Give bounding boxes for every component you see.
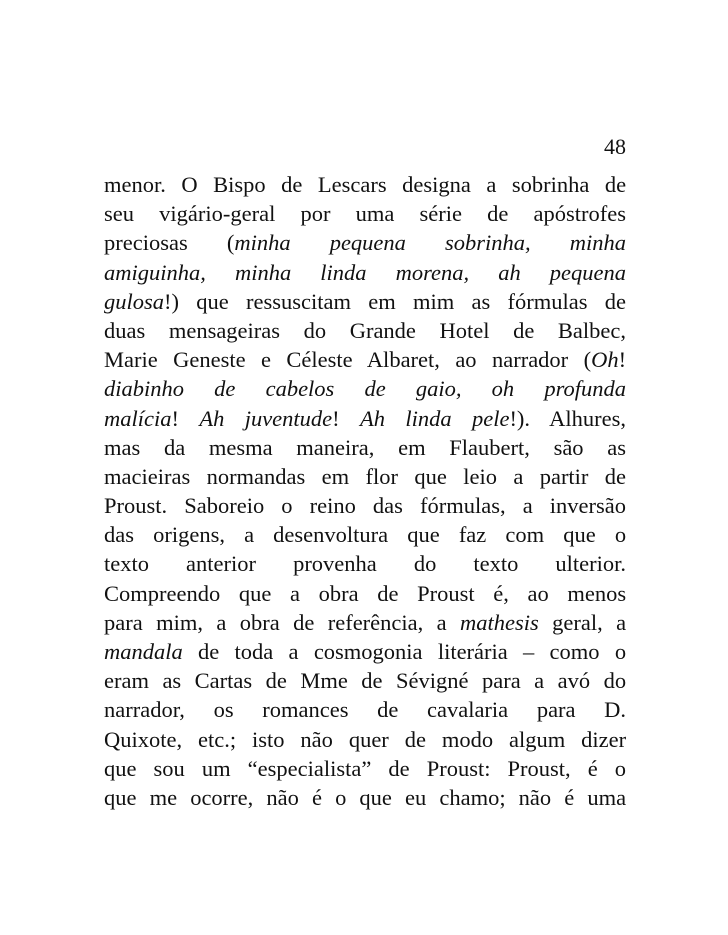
text-run: mas [104,434,141,460]
text-run: a [522,493,533,519]
text-run: de [377,580,399,606]
text-run: algum [508,726,566,752]
text-run: Sévigné [396,668,469,694]
italic-text-run: Ah [199,405,225,431]
text-run: obra [239,609,280,635]
text-run: Proust: [426,755,491,781]
italic-text-run: linda [320,259,367,285]
text-run: de [377,697,399,723]
text-run: do [413,551,437,577]
text-run: Compreendo [104,580,221,606]
text-run: eu [405,784,427,810]
text-run: sobrinha [511,172,590,197]
italic-text-run: amiguinha, [104,259,206,285]
page-number: 48 [604,134,626,159]
text-run: avó [557,668,591,694]
italic-text-run: mathesis [460,609,539,635]
text-run: não [266,784,299,810]
text-run: Quixote, [104,726,183,752]
text-run: para [481,668,521,694]
text-run: ( [226,230,235,256]
text-run: mim, [156,609,203,635]
italic-text-run: sobrinha, [445,230,531,256]
text-run: obra [318,580,359,606]
text-line [104,491,626,520]
text-run: é [564,784,575,810]
text-run: etc.; [198,726,237,752]
text-run: literária [437,639,508,664]
text-line [104,608,626,637]
italic-text-run: Oh [591,347,619,373]
text-run: a [486,172,497,197]
text-run: Proust. [104,493,168,519]
text-run: o [335,784,347,810]
text-run: como [549,639,600,664]
text-run: Geneste [173,347,246,373]
text-run: Saboreio [184,493,265,519]
text-run: Lescars [317,172,387,197]
text-run: de [604,288,626,314]
text-run: partir [539,463,589,489]
italic-text-run: pele [471,405,510,431]
text-run: O [181,172,198,197]
text-run: referência, [327,609,424,635]
text-line [104,404,626,433]
text-line [104,462,626,491]
text-run: de [293,609,315,635]
text-run: a [513,463,524,489]
text-line [104,316,626,345]
text-run: “especialista” [247,755,372,781]
text-run: fórmulas [507,288,588,314]
text-line [104,695,626,724]
italic-text-run: minha [569,230,627,256]
text-line [104,549,626,578]
text-run: série [419,201,462,227]
text-run: menos [567,580,627,606]
text-line [104,754,626,783]
text-run: D. [604,697,627,723]
text-run: Hotel [439,317,490,343]
text-run: que [407,522,440,548]
text-run: de [388,755,410,781]
text-run: ressuscitam [246,288,351,314]
text-run: as [607,434,626,460]
text-run: Bispo [213,172,266,197]
text-run: as [162,668,182,694]
italic-text-run: profunda [544,376,627,402]
text-run: do [603,668,627,694]
italic-text-run: morena, [395,259,470,285]
text-run: o [614,639,627,664]
text-run: de [513,317,535,343]
text-run: ! [618,347,627,373]
italic-text-run: gaio, [415,376,462,402]
text-run: texto [104,551,149,577]
text-run: toda [234,639,274,664]
text-run: de [198,639,220,664]
italic-text-run: minha [234,259,292,285]
text-line [104,666,626,695]
text-run: de [265,668,287,694]
text-run: !) [164,288,180,314]
text-run: o [614,522,627,548]
text-run: ! [171,405,179,431]
text-run: Albaret, [366,347,440,373]
text-run: de [404,726,426,752]
text-run: Flaubert, [449,434,530,460]
text-run: romances [262,697,349,723]
text-line [104,433,626,462]
text-line [104,287,626,316]
text-run: fórmulas, [420,493,506,519]
text-run: seu [104,201,134,227]
text-line [104,170,626,199]
text-run: maneira, [296,434,375,460]
text-run: que [414,463,447,489]
text-run: texto [473,551,519,577]
italic-text-run: mandala [104,639,183,664]
text-run: em [321,463,350,489]
text-run: de [281,172,303,197]
text-run: provenha [293,551,377,577]
text-run: das [104,522,134,548]
text-run: que [238,580,272,606]
text-run: das [372,493,403,519]
text-run: cosmogonia [313,639,423,664]
text-run: é [311,784,322,810]
text-run: Marie [104,347,158,373]
text-run: Céleste [286,347,353,373]
text-run: de [604,463,627,489]
italic-text-run: cabelos [265,376,335,402]
text-run: a [616,609,627,635]
text-line [104,199,626,228]
text-run: e [261,347,272,373]
text-run: Proust [417,580,475,606]
text-run: preciosas [104,230,188,256]
text-run: mim [413,288,455,314]
text-run: em [368,288,396,314]
text-run: mensageiras [168,317,281,343]
text-run: menor. [104,172,166,197]
text-run: não [518,784,552,810]
text-line [104,228,626,257]
text-run: que [196,288,229,314]
text-run: desenvoltura [273,522,389,548]
text-run: narrador, [104,697,185,723]
text-run: Balbec, [557,317,626,343]
text-run: sou [153,755,185,781]
italic-text-run: malícia [104,405,172,431]
text-line [104,637,626,666]
text-line [104,258,626,287]
text-line [104,725,626,754]
text-run: faz [458,522,487,548]
text-run: normandas [206,463,306,489]
italic-text-run: de [214,376,236,402]
italic-text-run: pequena [549,259,626,285]
italic-text-run: minha [234,230,291,256]
text-run: flor [365,463,399,489]
italic-text-run: oh [491,376,515,402]
text-run: ulterior. [555,551,627,577]
text-run: ( [583,347,592,373]
text-run: com [505,522,545,548]
text-run: eram [104,668,149,694]
text-run: o [281,493,293,519]
text-run: leio [463,463,497,489]
text-run: Mme [300,668,348,694]
text-run: modo [441,726,494,752]
text-run: uma [355,201,395,227]
text-run: ocorre, [190,784,254,810]
text-run: isto [252,726,285,752]
text-run: a [289,580,300,606]
text-run: que [104,755,137,781]
text-line [104,374,626,403]
text-run: Cartas [194,668,253,694]
text-run: apóstrofes [533,201,627,227]
italic-text-run: gulosa [104,288,165,314]
text-run: não [300,726,333,752]
text-run: !). [509,405,531,431]
text-run: designa [402,172,471,197]
text-run: duas [104,317,146,343]
text-run: vigário-geral [159,201,276,227]
text-run: quer [348,726,389,752]
text-run: de [487,201,509,227]
text-run: ao [455,347,477,373]
italic-text-run: juventude [244,405,333,431]
text-run: é [587,755,598,781]
text-run: para [536,697,576,723]
text-run: é, [493,580,509,606]
text-run: que [563,522,596,548]
italic-text-run: Ah [360,405,385,431]
text-run: Proust, [507,755,571,781]
text-run: a [534,668,545,694]
text-run: macieiras [104,463,191,489]
text-line [104,520,626,549]
text-run: do [303,317,327,343]
text-run: um [201,755,231,781]
body-text [104,170,626,812]
text-run: ao [527,580,549,606]
text-run: narrador [491,347,569,373]
text-run: inversão [549,493,626,519]
text-run: para [104,609,143,635]
text-run: as [471,288,491,314]
text-run: da [163,434,186,460]
text-run: de [361,668,383,694]
text-line [104,783,626,812]
text-run: – [523,639,535,664]
text-line [104,579,626,608]
text-run: ! [332,405,340,431]
text-run: origens, [153,522,225,548]
text-run: anterior [186,551,257,577]
text-run: dizer [581,726,627,752]
text-run: geral, [552,609,603,635]
text-run: mesma [208,434,273,460]
text-run: o [614,755,626,781]
italic-text-run: diabinho [104,376,185,402]
text-run: em [398,434,426,460]
text-run: a [216,609,227,635]
text-run: que [359,784,392,810]
text-run: chamo; [439,784,506,810]
text-run: Alhures, [549,405,627,431]
text-run: a [288,639,299,664]
italic-text-run: pequena [329,230,406,256]
italic-text-run: linda [405,405,452,431]
text-run: que [104,784,137,810]
text-run: são [553,434,584,460]
italic-text-run: ah [498,259,521,285]
italic-text-run: de [364,376,386,402]
text-run: reino [309,493,356,519]
text-run: de [604,172,627,197]
text-run: me [149,784,178,810]
text-run: por [300,201,331,227]
text-run: a [244,522,255,548]
text-run: a [436,609,447,635]
text-line [104,345,626,374]
text-run: os [213,697,234,723]
text-run: Grande [349,317,416,343]
text-run: cavalaria [426,697,509,723]
text-run: uma [587,784,627,810]
